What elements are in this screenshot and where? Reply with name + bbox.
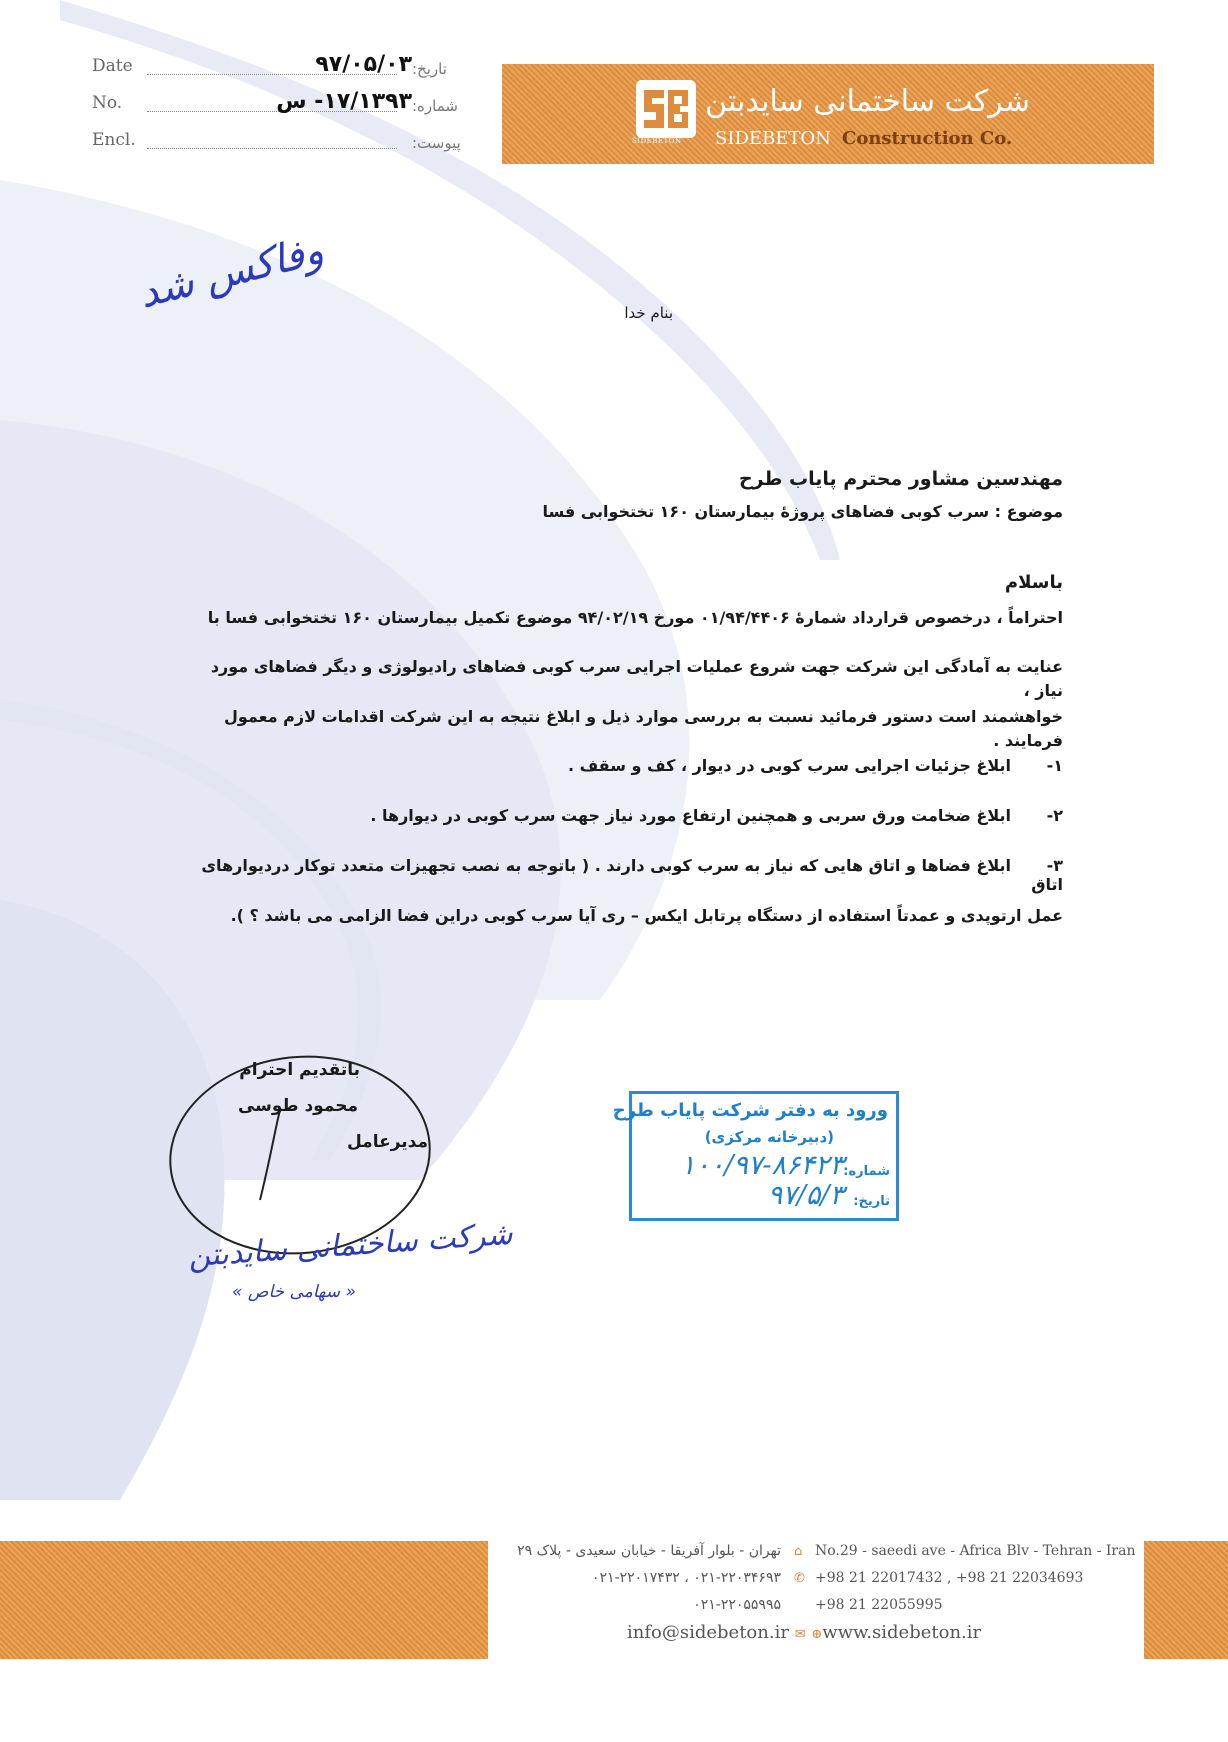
globe-icon: ⊕ bbox=[811, 1627, 823, 1642]
email-icon: ✉ bbox=[794, 1627, 806, 1642]
number-value: ۱۷/۱۳۹۳- س bbox=[276, 89, 412, 114]
company-name-fa: شرکت ساختمانی سایدبتن bbox=[705, 84, 1030, 119]
date-label-en: Date bbox=[92, 56, 133, 76]
signature-name: محمود طوسی bbox=[237, 1096, 358, 1116]
encl-dotted-line bbox=[147, 148, 397, 149]
footer-contact-line bbox=[627, 1622, 981, 1643]
handwritten-fax-note: وفاکس شد bbox=[134, 227, 328, 318]
list-item bbox=[195, 756, 1063, 775]
company-stamp-text: شرکت ساختمانی سایدبتن bbox=[187, 1216, 514, 1275]
received-stamp-number-label: شماره: bbox=[843, 1164, 890, 1179]
paragraph-line-1: احتراماً ، درخصوص قرارداد شمارهٔ ۰۱/۹۴/۴۴۰۶ مورخ ۹۴/۰۲/۱۹ موضوع تکمیل بیمارستان ۱۶۰ تختخوابی فسا با bbox=[207, 608, 1063, 627]
date-label-fa: تاریخ: bbox=[412, 60, 447, 78]
received-stamp-subtitle: (دبیرخانه مرکزی) bbox=[704, 1128, 834, 1146]
footer-phones-en: +98 21 22017432 , +98 21 22034693 bbox=[815, 1570, 1084, 1586]
list-item-text: عمل ارتوپدی و عمدتاً استفاده از دستگاه پرتابل ایکس – ری آیا سرب کوبی دراین فضا الزامی می باشد ؟ ). bbox=[230, 906, 1063, 925]
date-row bbox=[92, 52, 447, 89]
date-value: ۹۷/۰۵/۰۳ bbox=[315, 52, 412, 77]
greeting: باسلام bbox=[1004, 572, 1063, 593]
footer-website-link[interactable]: www.sidebeton.ir bbox=[822, 1622, 982, 1643]
encl-label-fa: پیوست: bbox=[412, 134, 461, 152]
list-item-number: ۱- bbox=[1046, 756, 1063, 775]
footer-band-right bbox=[1144, 1541, 1228, 1659]
list-item-text: ابلاغ فضاها و اتاق هایی که نیاز به سرب کوبی دارند . ( باتوجه به نصب تجهیزات متعدد توکار دردیوارهای اتاق bbox=[201, 856, 1063, 894]
signature-closing: باتقدیم احترام bbox=[239, 1060, 360, 1080]
received-stamp-number-value: ۱۰۰/۹۷-۸۶۴۲۳ bbox=[680, 1150, 844, 1181]
encl-row bbox=[92, 126, 461, 163]
subject-line: موضوع : سرب کوبی فضاهای پروژهٔ بیمارستان ۱۶۰ تختخوابی فسا bbox=[542, 502, 1063, 521]
signature-title: مدیرعامل bbox=[347, 1132, 428, 1152]
company-stamp-subtitle: « سهامی خاص » bbox=[232, 1282, 356, 1302]
phone-icon: ✆ bbox=[794, 1571, 805, 1586]
footer-email-link[interactable]: info@sidebeton.ir bbox=[627, 1622, 789, 1643]
list-item-number: ۲- bbox=[1046, 806, 1063, 825]
list-item bbox=[195, 806, 1063, 825]
received-stamp bbox=[612, 1091, 899, 1221]
number-row bbox=[92, 89, 458, 126]
footer-band-left bbox=[0, 1541, 488, 1659]
list-item-number: ۳- bbox=[1046, 856, 1063, 875]
paragraph-line-2: عنایت به آمادگی این شرکت جهت شروع عملیات اجرایی سرب کوبی فضاهای رادیولوژی و دیگر فضاهای مورد نیاز ، bbox=[210, 657, 1063, 700]
footer-address-en: No.29 - saeedi ave - Africa Blv - Tehran - Iran bbox=[815, 1543, 1136, 1559]
paragraph-line-3: خواهشمند است دستور فرمائید نسبت به بررسی موارد ذیل و ابلاغ نتیجه به این شرکت اقدامات لازم معمول فرمایند . bbox=[224, 707, 1063, 750]
received-stamp-date-value: ۹۷/۵/۳ bbox=[767, 1180, 844, 1211]
footer-fax-fa: ۰۲۱-۲۲۰۵۵۹۹۵ bbox=[693, 1597, 781, 1613]
letter-meta bbox=[92, 52, 461, 163]
received-stamp-title: ورود به دفتر شرکت پایاب طرح bbox=[612, 1100, 888, 1121]
home-icon: ⌂ bbox=[794, 1544, 803, 1559]
number-label-fa: شماره: bbox=[412, 97, 458, 115]
list-item-text: ابلاغ ضخامت ورق سربی و همچنین ارتفاع مورد نیاز جهت سرب کوبی در دیوارها . bbox=[370, 806, 1011, 825]
recipient: مهندسین مشاور محترم پایاب طرح bbox=[738, 468, 1063, 490]
encl-label-en: Encl. bbox=[92, 130, 136, 150]
footer-address-fa: تهران - بلوار آفریقا - خیابان سعیدی - پلاک ۲۹ bbox=[517, 1543, 781, 1559]
list-item-text: ابلاغ جزئیات اجرایی سرب کوبی در دیوار ، کف و سقف . bbox=[567, 756, 1011, 775]
received-stamp-date-label: تاریخ: bbox=[853, 1194, 890, 1209]
company-name-en-suffix: Construction Co. bbox=[842, 128, 1013, 149]
bismillah: بنام خدا bbox=[624, 304, 673, 322]
list-item-continuation bbox=[195, 906, 1063, 925]
company-logo-icon bbox=[636, 80, 696, 138]
list-item bbox=[195, 856, 1063, 894]
number-label-en: No. bbox=[92, 93, 123, 113]
footer-phones-fa: ۰۲۱-۲۲۰۳۴۶۹۳ ، ۰۲۱-۲۲۰۱۷۴۳۲ bbox=[592, 1570, 781, 1586]
footer-fax-en: +98 21 22055995 bbox=[815, 1597, 943, 1613]
company-name-en-brand: SIDEBETON bbox=[715, 128, 831, 149]
logo-subtext: SIDEBETON bbox=[632, 137, 682, 145]
